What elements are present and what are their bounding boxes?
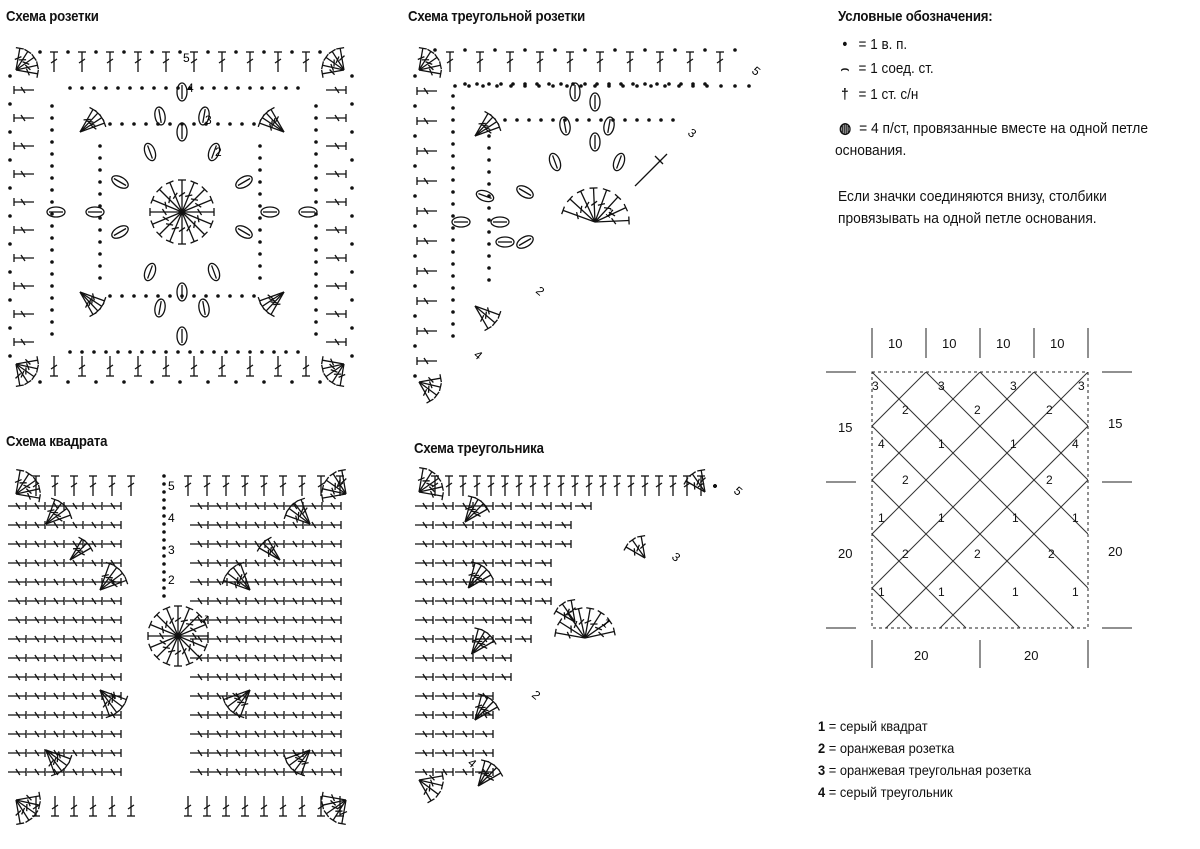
scheme-cell-label: 2 xyxy=(1048,547,1055,561)
tri-rosette-round-label: 3 xyxy=(685,125,700,141)
triangle-round-label: 5 xyxy=(731,483,746,499)
scheme-cell-label: 1 xyxy=(938,437,945,451)
square-round-label: 1 xyxy=(198,611,213,627)
rosette-round-label: 3 xyxy=(205,113,212,127)
tri-rosette-round-label: 1 xyxy=(603,205,618,221)
scheme-cell-label: 4 xyxy=(878,437,885,451)
scheme-cell-label: 1 xyxy=(1012,511,1019,525)
slip-stitch-icon: ⌢ xyxy=(840,60,850,77)
rosette-round-label: 2 xyxy=(215,145,222,159)
square-chart xyxy=(0,460,370,825)
scheme-cell-label: 3 xyxy=(872,379,879,393)
scheme-top-width: 10 xyxy=(996,336,1011,351)
legend-item-chain: • = 1 в. п. xyxy=(835,36,907,53)
tri-rosette-round-label: 2 xyxy=(533,283,548,299)
scheme-cell-label: 2 xyxy=(902,547,909,561)
scheme-cell-label: 1 xyxy=(878,585,885,599)
legend-item-cluster: ◍ = 4 п/ст, провязанные вместе на одной петле основания. xyxy=(835,120,1149,159)
tri-rosette-round-label: 5 xyxy=(749,63,764,79)
legend-note: Если значки соединяются внизу, столбики провязывать на одной петле основания. xyxy=(838,188,1107,227)
square-round-label: 3 xyxy=(168,543,175,557)
scheme-cell-label: 2 xyxy=(974,547,981,561)
scheme-top-width: 10 xyxy=(1050,336,1065,351)
scheme-right-height: 15 xyxy=(1108,416,1123,431)
triangle-chart xyxy=(405,462,765,807)
scheme-cell-label: 1 xyxy=(938,511,945,525)
scheme-cell-label: 1 xyxy=(1012,585,1019,599)
rosette-title: Схема розетки xyxy=(6,8,99,25)
double-crochet-icon: † xyxy=(841,86,849,103)
scheme-cell-label: 1 xyxy=(1072,511,1079,525)
cluster-stitch-icon: ◍ xyxy=(839,120,852,137)
legend-item-dc: † = 1 ст. с/н xyxy=(835,86,918,103)
scheme-top-width: 10 xyxy=(942,336,957,351)
triangle-round-label: 1 xyxy=(599,615,614,631)
scheme-cell-label: 1 xyxy=(1072,585,1079,599)
scheme-cell-label: 2 xyxy=(902,473,909,487)
triangular-rosette-title: Схема треугольной розетки xyxy=(408,8,586,25)
triangle-round-label: 2 xyxy=(529,687,544,703)
tri-rosette-round-label: 4 xyxy=(471,347,486,363)
scheme-cell-label: 1 xyxy=(938,585,945,599)
key-item: 3 = оранжевая треугольная розетка xyxy=(818,762,1032,778)
key-item: 4 = серый треугольник xyxy=(818,784,953,800)
scheme-cell-label: 3 xyxy=(938,379,945,393)
legend-item-slip: ⌢ = 1 соед. ст. xyxy=(835,60,934,77)
scheme-cell-label: 3 xyxy=(1078,379,1085,393)
square-round-label: 5 xyxy=(168,479,175,493)
triangle-title: Схема треугольника xyxy=(414,440,544,457)
square-round-label: 2 xyxy=(168,573,175,587)
scheme-bottom-width: 20 xyxy=(914,648,929,663)
square-round-label: 4 xyxy=(168,511,175,525)
scheme-cell-label: 3 xyxy=(1010,379,1017,393)
scheme-cell-label: 4 xyxy=(1072,437,1079,451)
triangle-round-label: 3 xyxy=(669,549,684,565)
square-title: Схема квадрата xyxy=(6,433,108,450)
triangular-rosette-chart xyxy=(405,36,775,406)
scheme-cell-label: 2 xyxy=(1046,403,1053,417)
scheme-left-height: 20 xyxy=(838,546,853,561)
key-item: 1 = серый квадрат xyxy=(818,718,928,734)
scheme-cell-label: 1 xyxy=(878,511,885,525)
scheme-top-width: 10 xyxy=(888,336,903,351)
scheme-left-height: 15 xyxy=(838,420,853,435)
scheme-bottom-width: 20 xyxy=(1024,648,1039,663)
rosette-chart xyxy=(0,36,370,396)
scheme-cell-label: 2 xyxy=(974,403,981,417)
chain-stitch-icon: • xyxy=(842,36,848,53)
key-item: 2 = оранжевая розетка xyxy=(818,740,955,756)
layout-scheme xyxy=(822,322,1142,672)
legend-title: Условные обозначения: xyxy=(838,8,993,25)
scheme-cell-label: 1 xyxy=(1010,437,1017,451)
rosette-round-label: 5 xyxy=(183,51,190,65)
scheme-cell-label: 2 xyxy=(902,403,909,417)
rosette-round-label: 4 xyxy=(187,81,194,95)
triangle-round-label: 4 xyxy=(465,755,480,771)
scheme-right-height: 20 xyxy=(1108,544,1123,559)
scheme-cell-label: 2 xyxy=(1046,473,1053,487)
